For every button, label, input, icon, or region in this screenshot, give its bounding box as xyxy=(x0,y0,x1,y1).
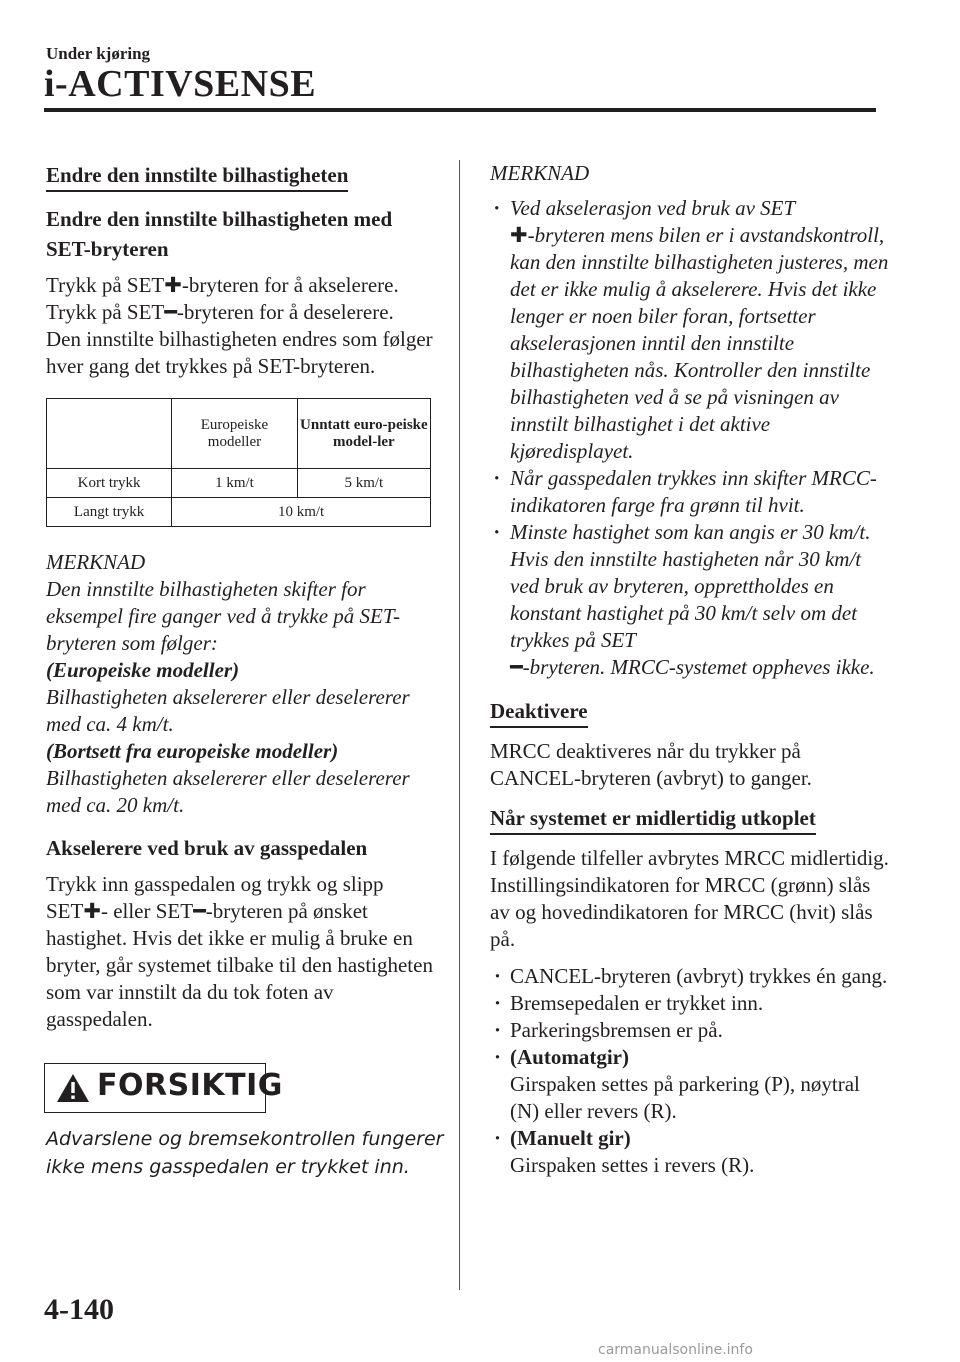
column-divider xyxy=(459,160,460,1290)
note-title: MERKNAD xyxy=(490,161,590,185)
paragraph-accelerator: Trykk inn gasspedalen og trykk og slipp SET✚- eller SET━-bryteren på ønsket hastighet. Hvis det ikke er mulig å bruke en bryter, går systemet tilbake til den hastigheten som var innstilt da du tok foten av gasspedalen. xyxy=(46,872,433,1031)
heading-deactivate: Deaktivere xyxy=(490,699,588,728)
condition-list xyxy=(490,963,890,1179)
table-cell: Kort trykk xyxy=(47,469,172,498)
chapter-title: i-ACTIVSENSE xyxy=(44,63,317,105)
plus-icon: ✚ xyxy=(164,273,182,297)
list-item: · Bremsepedalen er trykket inn. xyxy=(490,990,890,1017)
section-label: Under kjøring xyxy=(46,44,151,63)
plus-icon: ✚ xyxy=(510,223,528,247)
heading-temporarily-off: Når systemet er midlertidig utkoplet xyxy=(490,806,816,835)
table-cell: 1 km/t xyxy=(172,469,298,498)
subheading-accelerator: Akselerere ved bruk av gasspedalen xyxy=(46,836,368,860)
table-cell: Langt trykk xyxy=(47,498,172,527)
table-cell: 10 km/t xyxy=(172,498,431,527)
speed-table xyxy=(46,398,431,527)
list-item: · Ved akselerasjon ved bruk av SET ✚-bryteren mens bilen er i avstandskontroll, kan den innstilte bilhastigheten justeres, men det er ikke mulig å akselerere. Hvis det ikke lenger er noen biler foran, fortsetter akselerasjonen inntil den innstilte bilhastigheten nås. Kontroller den innstilte bilhastigheten ved å se på visningen av innstilt bilhastighet i det aktive kjøredisplayet. xyxy=(490,195,890,465)
warning-triangle-icon xyxy=(55,1072,91,1104)
minus-icon: ━ xyxy=(193,899,206,923)
paragraph-deactivate: MRCC deaktiveres når du trykker på CANCEL-bryteren (avbryt) to ganger. xyxy=(490,739,812,790)
list-item: · Når gasspedalen trykkes inn skifter MRCC-indikatoren farge fra grønn til hvit. xyxy=(490,465,890,519)
paragraph-set-switch: Trykk på SET✚-bryteren for å akselerere. Trykk på SET━-bryteren for å deselerere. Den innstilte bilhastigheten endres som følger hver gang det trykkes på SET-bryteren. xyxy=(46,273,433,378)
heading-change-speed: Endre den innstilte bilhastigheten xyxy=(46,163,348,192)
minus-icon: ━ xyxy=(510,655,523,679)
plus-icon: ✚ xyxy=(83,899,101,923)
note-list xyxy=(490,195,890,681)
page-number: 4-140 xyxy=(44,1293,114,1326)
right-column xyxy=(490,160,890,1179)
watermark: carmanualsonline.info xyxy=(598,1342,753,1358)
header-rule xyxy=(44,108,876,112)
caution-text: Advarslene og bremsekontrollen fungerer ikke mens gasspedalen er trykket inn. xyxy=(46,1128,444,1178)
list-item: · (Automatgir) Girspaken settes på parkering (P), nøytral (N) eller revers (R). xyxy=(490,1044,890,1125)
table-header-euro: Europeiske modeller xyxy=(172,399,298,469)
list-item: · Parkeringsbremsen er på. xyxy=(490,1017,890,1044)
list-item: · (Manuelt gir) Girspaken settes i revers (R). xyxy=(490,1125,890,1179)
list-item: · Minste hastighet som kan angis er 30 km/t. Hvis den innstilte hastigheten når 30 km/t ved bruk av bryteren, opprettholdes en konstant hastighet på 30 km/t selv om det trykkes på SET ━-bryteren. MRCC-systemet oppheves ikke. xyxy=(490,519,890,681)
paragraph-temporarily-off: I følgende tilfeller avbrytes MRCC midlertidig. Instillingsindikatoren for MRCC (grønn) slås av og hovedindikatoren for MRCC (hvit) slås på. xyxy=(490,846,889,951)
left-column xyxy=(46,163,436,1033)
caution-box xyxy=(44,1063,283,1113)
note-block: MERKNAD Den innstilte bilhastigheten skifter for eksempel fire ganger ved å trykke på SET-bryteren som følger: (Europeiske modeller) Bilhastigheten akselererer eller deselererer med ca. 4 km/t. (Bortsett fra europeiske modeller) Bilhastigheten akselererer eller deselererer med ca. 20 km/t. xyxy=(46,550,410,817)
list-item: · CANCEL-bryteren (avbryt) trykkes én gang. xyxy=(490,963,890,990)
minus-icon: ━ xyxy=(164,300,177,324)
table-cell: 5 km/t xyxy=(297,469,430,498)
caution-label: FORSIKTIG xyxy=(97,1068,283,1103)
table-header-other: Unntatt euro-peiske model-ler xyxy=(297,399,430,469)
subheading-set-switch: Endre den innstilte bilhastigheten med SET-bryteren xyxy=(46,207,393,261)
